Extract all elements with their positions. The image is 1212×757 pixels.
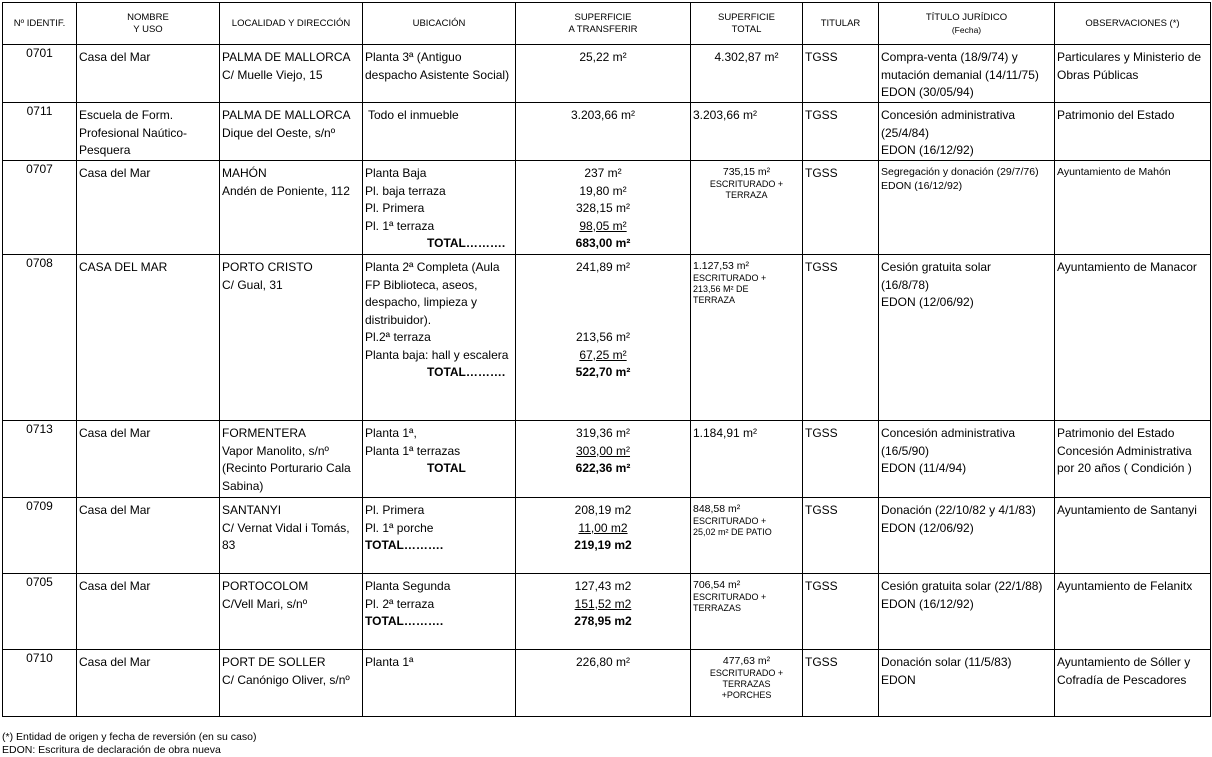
cell-observaciones: Ayuntamiento de Santanyi <box>1055 498 1211 574</box>
cell-sup-total: 4.302,87 m² <box>691 45 803 103</box>
cell-id: 0713 <box>3 421 77 498</box>
total-value: 522,70 m² <box>575 365 631 379</box>
table-row <box>3 255 1211 421</box>
inventory-table <box>2 2 1211 717</box>
cell-titulo: Cesión gratuita solar (16/8/78) EDON (12/06/92) <box>879 255 1055 421</box>
cell-localidad: PALMA DE MALLORCA C/ Muelle Viejo, 15 <box>220 45 363 103</box>
cell-id: 0705 <box>3 574 77 650</box>
header-nombre: NOMBRE Y USO <box>77 3 220 45</box>
total-label: TOTAL………. <box>427 236 506 250</box>
table-row <box>3 45 1211 103</box>
header-titular: TITULAR <box>803 3 879 45</box>
header-localidad: LOCALIDAD Y DIRECCIÓN <box>220 3 363 45</box>
cell-ubicacion: Planta Segunda Pl. 2ª terraza TOTAL………. <box>363 574 516 650</box>
cell-titulo: Segregación y donación (29/7/76) EDON (16/12/92) <box>879 161 1055 255</box>
cell-observaciones: Patrimonio del Estado Concesión Administrativa por 20 años ( Condición ) <box>1055 421 1211 498</box>
total-label: TOTAL………. <box>365 538 444 552</box>
header-row <box>3 3 1211 45</box>
cell-id: 0709 <box>3 498 77 574</box>
cell-id: 0707 <box>3 161 77 255</box>
cell-sup-transferir: 127,43 m2 151,52 m2 278,95 m2 <box>516 574 691 650</box>
total-label: TOTAL………. <box>427 365 506 379</box>
table-row <box>3 650 1211 717</box>
cell-localidad: FORMENTERA Vapor Manolito, s/nº (Recinto Porturario Cala Sabina) <box>220 421 363 498</box>
cell-observaciones: Ayuntamiento de Mahón <box>1055 161 1211 255</box>
table-row <box>3 161 1211 255</box>
cell-nombre: Casa del Mar <box>77 161 220 255</box>
cell-localidad: PORTOCOLOM C/Vell Mari, s/nº <box>220 574 363 650</box>
cell-titular: TGSS <box>803 498 879 574</box>
cell-ubicacion: Planta 1ª, Planta 1ª terrazas TOTAL <box>363 421 516 498</box>
total-value: 278,95 m2 <box>574 614 632 628</box>
cell-sup-total: 477,63 m² ESCRITURADO + TERRAZAS +PORCHES <box>691 650 803 717</box>
table-row <box>3 421 1211 498</box>
table-row <box>3 498 1211 574</box>
cell-titular: TGSS <box>803 161 879 255</box>
cell-localidad: PALMA DE MALLORCA Dique del Oeste, s/nº <box>220 103 363 161</box>
cell-sup-total: 1.127,53 m² ESCRITURADO + 213,56 M² DE TERRAZA <box>691 255 803 421</box>
cell-ubicacion: Planta 1ª <box>363 650 516 717</box>
cell-nombre: Casa del Mar <box>77 421 220 498</box>
table-row <box>3 103 1211 161</box>
cell-observaciones: Ayuntamiento de Felanitx <box>1055 574 1211 650</box>
cell-nombre: Casa del Mar <box>77 574 220 650</box>
cell-nombre: Escuela de Form. Profesional Naútico- Pesquera <box>77 103 220 161</box>
cell-titulo: Concesión administrativa (25/4/84) EDON (16/12/92) <box>879 103 1055 161</box>
cell-ubicacion: Planta Baja Pl. baja terraza Pl. Primera Pl. 1ª terraza TOTAL………. <box>363 161 516 255</box>
cell-sup-total: 3.203,66 m² <box>691 103 803 161</box>
header-id: Nº IDENTIF. <box>3 3 77 45</box>
cell-nombre: Casa del Mar <box>77 650 220 717</box>
cell-titulo: Donación (22/10/82 y 4/1/83) EDON (12/06/92) <box>879 498 1055 574</box>
cell-id: 0708 <box>3 255 77 421</box>
header-sup-total: SUPERFICIE TOTAL <box>691 3 803 45</box>
cell-nombre: CASA DEL MAR <box>77 255 220 421</box>
cell-titulo: Donación solar (11/5/83) EDON <box>879 650 1055 717</box>
cell-sup-transferir: 25,22 m² <box>516 45 691 103</box>
cell-titulo: Cesión gratuita solar (22/1/88) EDON (16/12/92) <box>879 574 1055 650</box>
total-value: 622,36 m² <box>575 461 631 475</box>
cell-titular: TGSS <box>803 255 879 421</box>
header-titulo: TÍTULO JURÍDICO (Fecha) <box>879 3 1055 45</box>
cell-observaciones: Particulares y Ministerio de Obras Públicas <box>1055 45 1211 103</box>
cell-localidad: SANTANYI C/ Vernat Vidal i Tomás, 83 <box>220 498 363 574</box>
cell-ubicacion: Planta 2ª Completa (Aula FP Biblioteca, aseos, despacho, limpieza y distribuidor). Pl.2ª terraza Planta baja: hall y escalera TOTAL………. <box>363 255 516 421</box>
cell-titulo: Concesión administrativa (16/5/90) EDON (11/4/94) <box>879 421 1055 498</box>
cell-sup-transferir: 319,36 m² 303,00 m² 622,36 m² <box>516 421 691 498</box>
header-sup-transferir: SUPERFICIE A TRANSFERIR <box>516 3 691 45</box>
cell-localidad: MAHÓN Andén de Poniente, 112 <box>220 161 363 255</box>
cell-ubicacion: Pl. Primera Pl. 1ª porche TOTAL………. <box>363 498 516 574</box>
cell-id: 0701 <box>3 45 77 103</box>
cell-observaciones: Ayuntamiento de Sóller y Cofradía de Pescadores <box>1055 650 1211 717</box>
cell-sup-transferir: 237 m² 19,80 m² 328,15 m² 98,05 m² 683,00 m² <box>516 161 691 255</box>
cell-localidad: PORTO CRISTO C/ Gual, 31 <box>220 255 363 421</box>
cell-id: 0710 <box>3 650 77 717</box>
total-label: TOTAL <box>427 461 466 475</box>
cell-titular: TGSS <box>803 421 879 498</box>
cell-titulo: Compra-venta (18/9/74) y mutación demanial (14/11/75) EDON (30/05/94) <box>879 45 1055 103</box>
cell-titular: TGSS <box>803 574 879 650</box>
cell-ubicacion: Planta 3ª (Antiguo despacho Asistente Social) <box>363 45 516 103</box>
cell-ubicacion: Todo el inmueble <box>363 103 516 161</box>
header-ubicacion: UBICACIÓN <box>363 3 516 45</box>
cell-sup-total: 706,54 m² ESCRITURADO + TERRAZAS <box>691 574 803 650</box>
cell-titular: TGSS <box>803 45 879 103</box>
footnote-edon: EDON: Escritura de declaración de obra nueva <box>2 744 221 756</box>
cell-sup-transferir: 241,89 m² 213,56 m² 67,25 m² 522,70 m² <box>516 255 691 421</box>
header-observaciones: OBSERVACIONES (*) <box>1055 3 1211 45</box>
cell-sup-total: 848,58 m² ESCRITURADO + 25,02 m² DE PATIO <box>691 498 803 574</box>
cell-titular: TGSS <box>803 650 879 717</box>
footnote-asterisk: (*) Entidad de origen y fecha de reversión (en su caso) <box>2 731 257 743</box>
cell-nombre: Casa del Mar <box>77 45 220 103</box>
cell-id: 0711 <box>3 103 77 161</box>
cell-observaciones: Patrimonio del Estado <box>1055 103 1211 161</box>
cell-sup-total: 735,15 m² ESCRITURADO + TERRAZA <box>691 161 803 255</box>
table-row <box>3 574 1211 650</box>
total-label: TOTAL………. <box>365 614 444 628</box>
cell-localidad: PORT DE SOLLER C/ Canónigo Oliver, s/nº <box>220 650 363 717</box>
cell-sup-total: 1.184,91 m² <box>691 421 803 498</box>
cell-sup-transferir: 3.203,66 m² <box>516 103 691 161</box>
total-value: 219,19 m2 <box>574 538 632 552</box>
cell-sup-transferir: 208,19 m2 11,00 m2 219,19 m2 <box>516 498 691 574</box>
total-value: 683,00 m² <box>575 236 631 250</box>
cell-sup-transferir: 226,80 m² <box>516 650 691 717</box>
cell-observaciones: Ayuntamiento de Manacor <box>1055 255 1211 421</box>
cell-titular: TGSS <box>803 103 879 161</box>
cell-nombre: Casa del Mar <box>77 498 220 574</box>
